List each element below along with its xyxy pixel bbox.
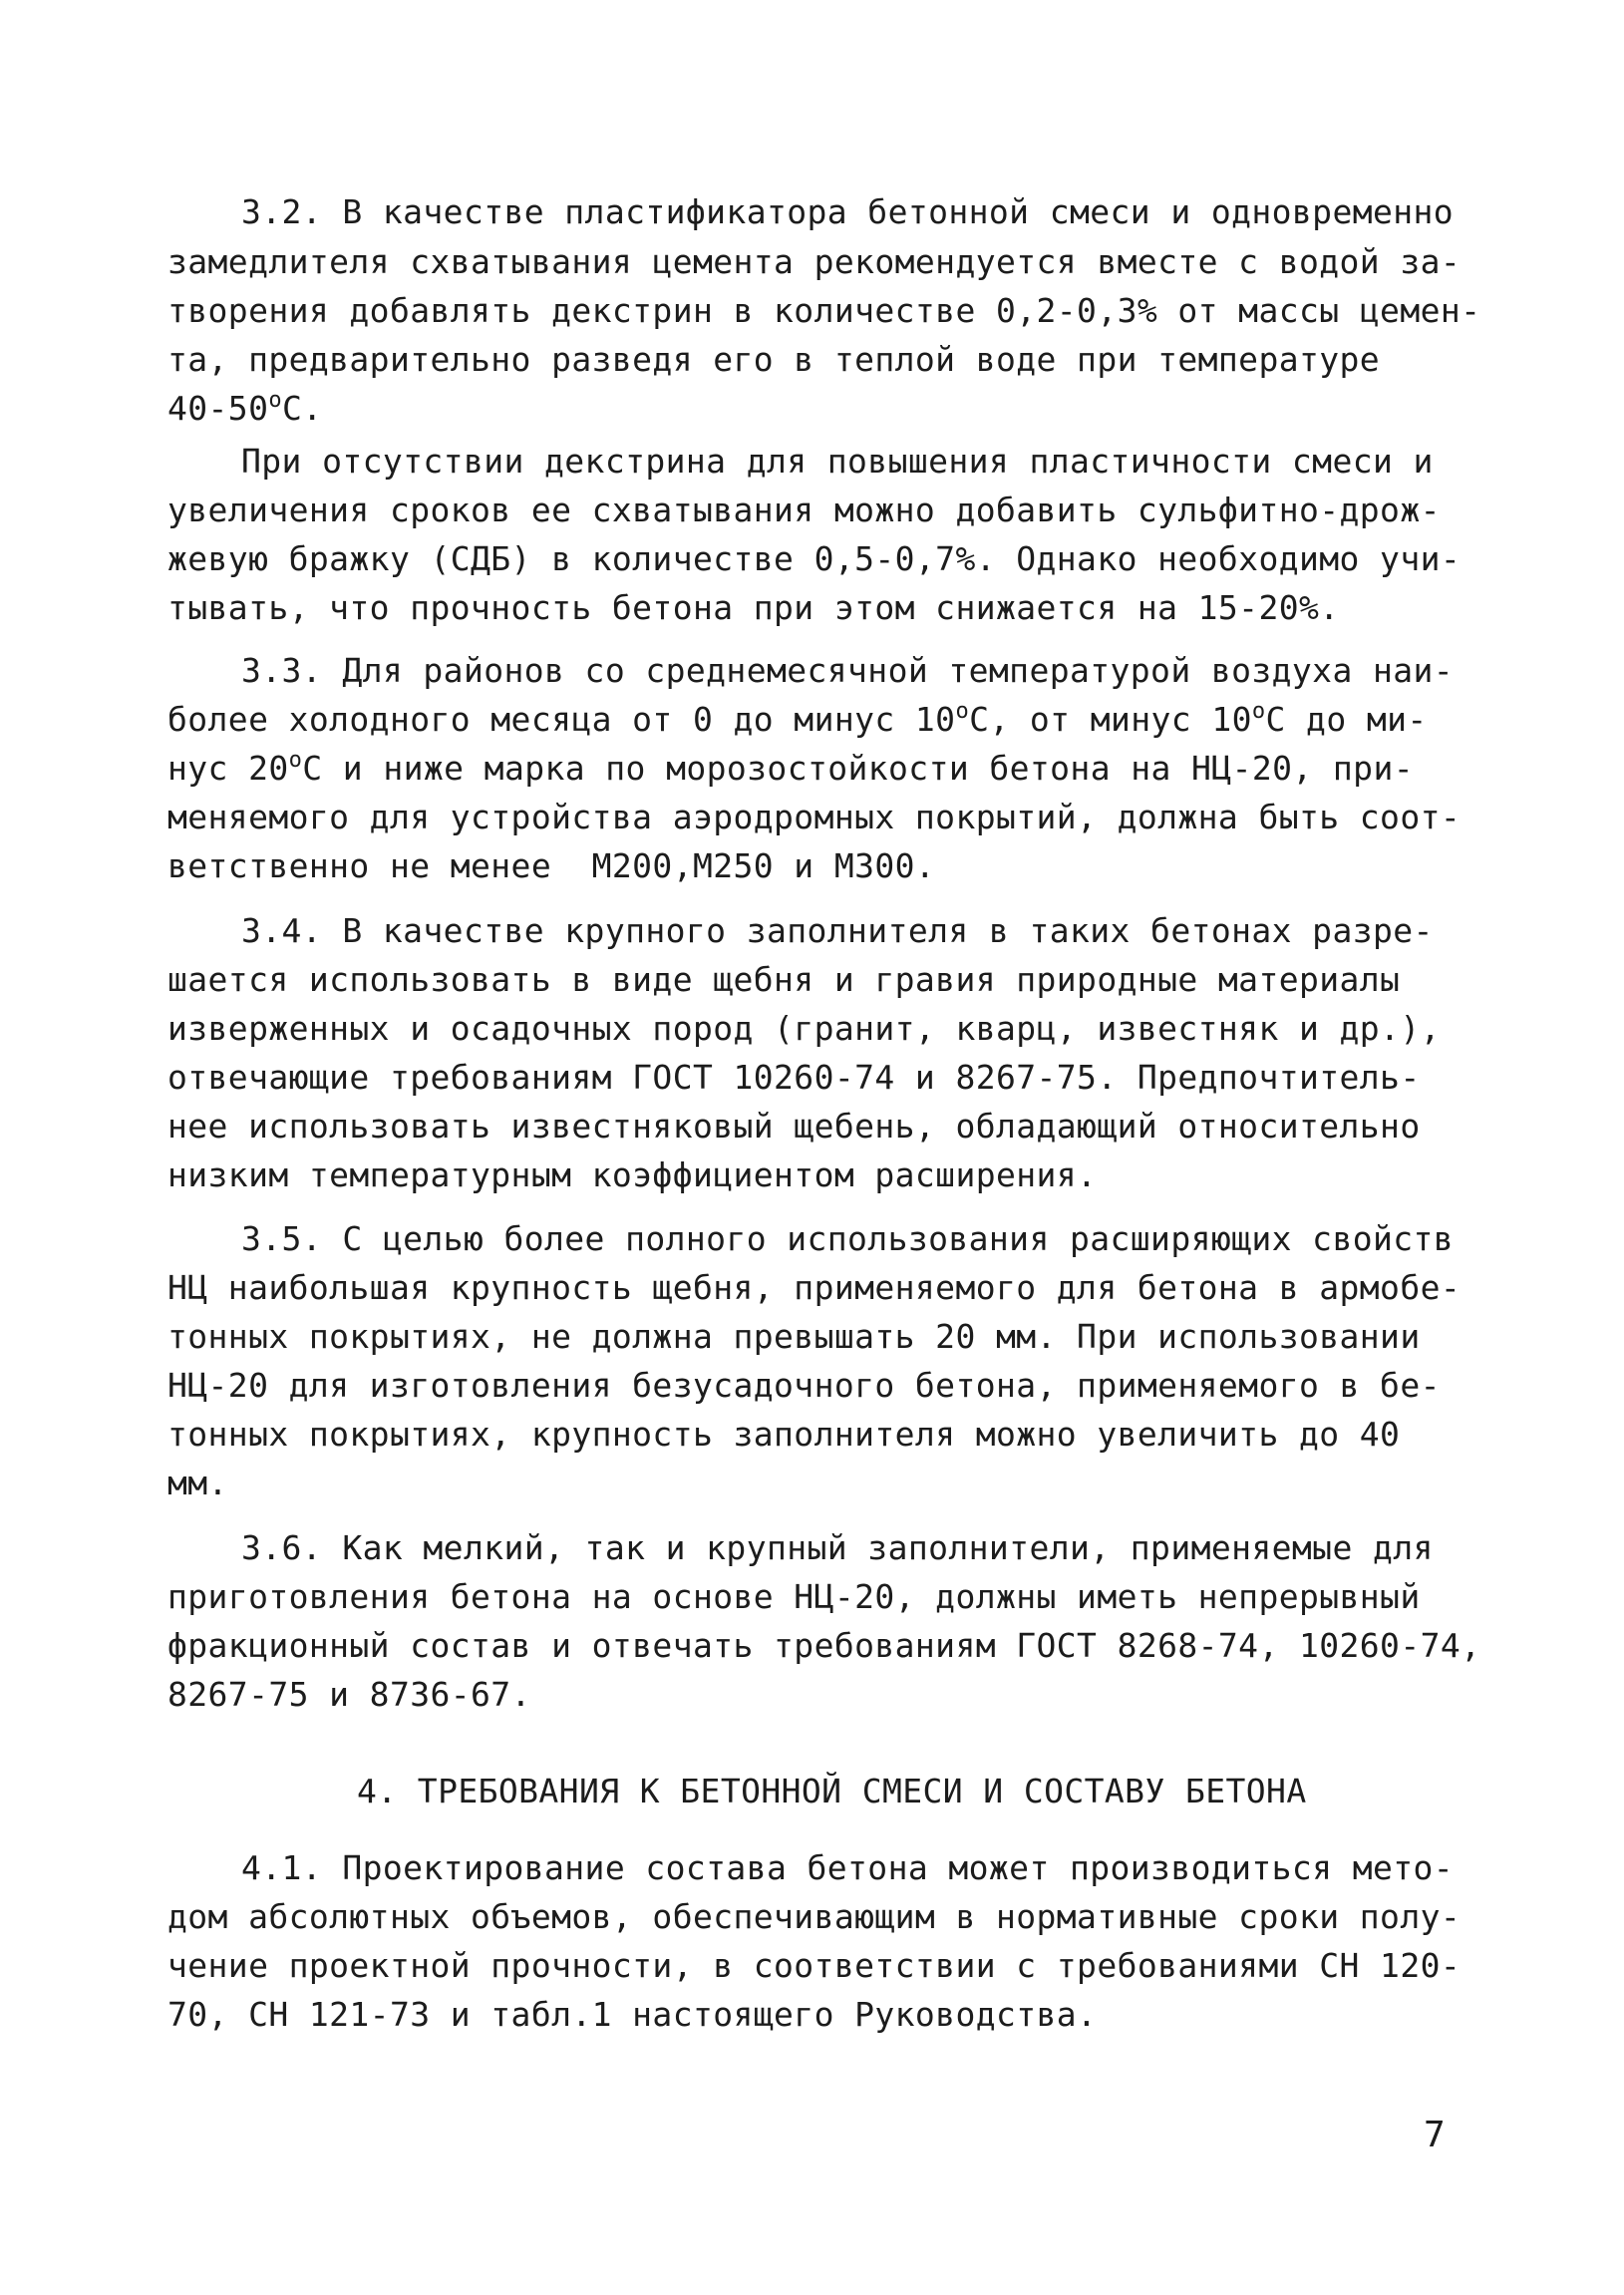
paragraph-3-2b-line-1: При отсутствии декстрина для повышения пластичности смеси и	[241, 442, 1434, 481]
text-segment: нус 20	[167, 749, 289, 788]
section-4-heading: 4. ТРЕБОВАНИЯ К БЕТОННОЙ СМЕСИ И СОСТАВУ БЕТОНА	[357, 1772, 1307, 1810]
temperature-unit: С.	[282, 389, 323, 428]
paragraph-3-2b-line-3: жевую бражку (СДБ) в количестве 0,5-0,7%. Однако необходимо учи-	[167, 539, 1462, 578]
text-segment: более холодного месяца от 0 до минус 10	[167, 700, 956, 739]
paragraph-3-5-line-5: тонных покрытиях, крупность заполнителя можно увеличить до 40	[167, 1415, 1401, 1454]
text-segment: С, от минус 10	[969, 700, 1252, 739]
paragraph-3-2-line-3: творения добавлять декстрин в количестве 0,2-0,3% от массы цемен-	[167, 291, 1481, 330]
paragraph-3-2-line-1: 3.2. В качестве пластификатора бетонной смеси и одновременно	[241, 192, 1455, 231]
paragraph-3-2-line-2: замедлителя схватывания цемента рекомендуется вместе с водой за-	[167, 242, 1462, 281]
paragraph-3-6-line-3: фракционный состав и отвечать требованиям ГОСТ 8268-74, 10260-74,	[167, 1626, 1481, 1665]
paragraph-4-1-line-4: 70, СН 121-73 и табл.1 настоящего Руководства.	[167, 1995, 1098, 2034]
paragraph-3-6-line-4: 8267-75 и 8736-67.	[167, 1675, 531, 1714]
paragraph-4-1-line-3: чение проектной прочности, в соответствии с требованиями СН 120-	[167, 1946, 1462, 1985]
page-number: 7	[1424, 2115, 1446, 2155]
paragraph-3-4-line-5: нее использовать известняковый щебень, обладающий относительно	[167, 1107, 1421, 1146]
degree-mark: о	[1251, 699, 1266, 724]
temperature-value: 40-50	[167, 389, 269, 428]
degree-mark: o	[268, 388, 282, 413]
paragraph-3-2b-line-4: тывать, что прочность бетона при этом снижается на 15-20%.	[167, 588, 1340, 627]
paragraph-3-2-temperature-line	[167, 388, 323, 428]
paragraph-3-3-line-4: меняемого для устройства аэродромных покрытий, должна быть соот-	[167, 798, 1462, 836]
paragraph-3-4-line-2: шается использовать в виде щебня и гравия природные материалы	[167, 960, 1401, 999]
paragraph-3-3-line-2	[167, 699, 1428, 739]
text-segment: С до ми-	[1265, 700, 1428, 739]
paragraph-3-2-line-4: та, предварительно разведя его в теплой воде при температуре	[167, 340, 1381, 379]
paragraph-3-4-line-3: изверженных и осадочных пород (гранит, кварц, известняк и др.),	[167, 1009, 1441, 1048]
text-segment: С и ниже марка по морозостойкости бетона на НЦ-20, при-	[302, 749, 1414, 788]
paragraph-3-4-line-4: отвечающие требованиям ГОСТ 10260-74 и 8267-75. Предпочтитель-	[167, 1058, 1421, 1097]
paragraph-3-3-line-1: 3.3. Для районов со среднемесячной температурой воздуха наи-	[241, 651, 1455, 690]
paragraph-3-6-line-2: приготовления бетона на основе НЦ-20, должны иметь непрерывный	[167, 1577, 1421, 1616]
paragraph-3-2b-line-2: увеличения сроков ее схватывания можно добавить сульфитно-дрож-	[167, 491, 1441, 529]
paragraph-3-3-line-3	[167, 748, 1414, 788]
paragraph-3-6-line-1: 3.6. Как мелкий, так и крупный заполнители, применяемые для	[241, 1528, 1434, 1567]
paragraph-4-1-line-1: 4.1. Проектирование состава бетона может производиться мето-	[241, 1848, 1455, 1887]
paragraph-3-5-line-3: тонных покрытиях, не должна превышать 20 мм. При использовании	[167, 1317, 1421, 1356]
paragraph-4-1-line-2: дом абсолютных объемов, обеспечивающим в нормативные сроки полу-	[167, 1897, 1462, 1936]
paragraph-3-5-line-1: 3.5. С целью более полного использования расширяющих свойств	[241, 1219, 1455, 1258]
paragraph-3-5-line-6: мм.	[167, 1464, 228, 1502]
paragraph-3-5-line-2: НЦ наибольшая крупность щебня, применяемого для бетона в армобе-	[167, 1268, 1462, 1307]
paragraph-3-4-line-6: низким температурным коэффициентом расширения.	[167, 1155, 1098, 1194]
degree-mark: о	[955, 699, 970, 724]
degree-mark: о	[288, 748, 303, 773]
paragraph-3-5-line-4: НЦ-20 для изготовления безусадочного бетона, применяемого в бе-	[167, 1366, 1441, 1405]
paragraph-3-3-line-5: ветственно не менее М200,М250 и М300.	[167, 846, 936, 885]
paragraph-3-4-line-1: 3.4. В качестве крупного заполнителя в таких бетонах разре-	[241, 911, 1434, 950]
